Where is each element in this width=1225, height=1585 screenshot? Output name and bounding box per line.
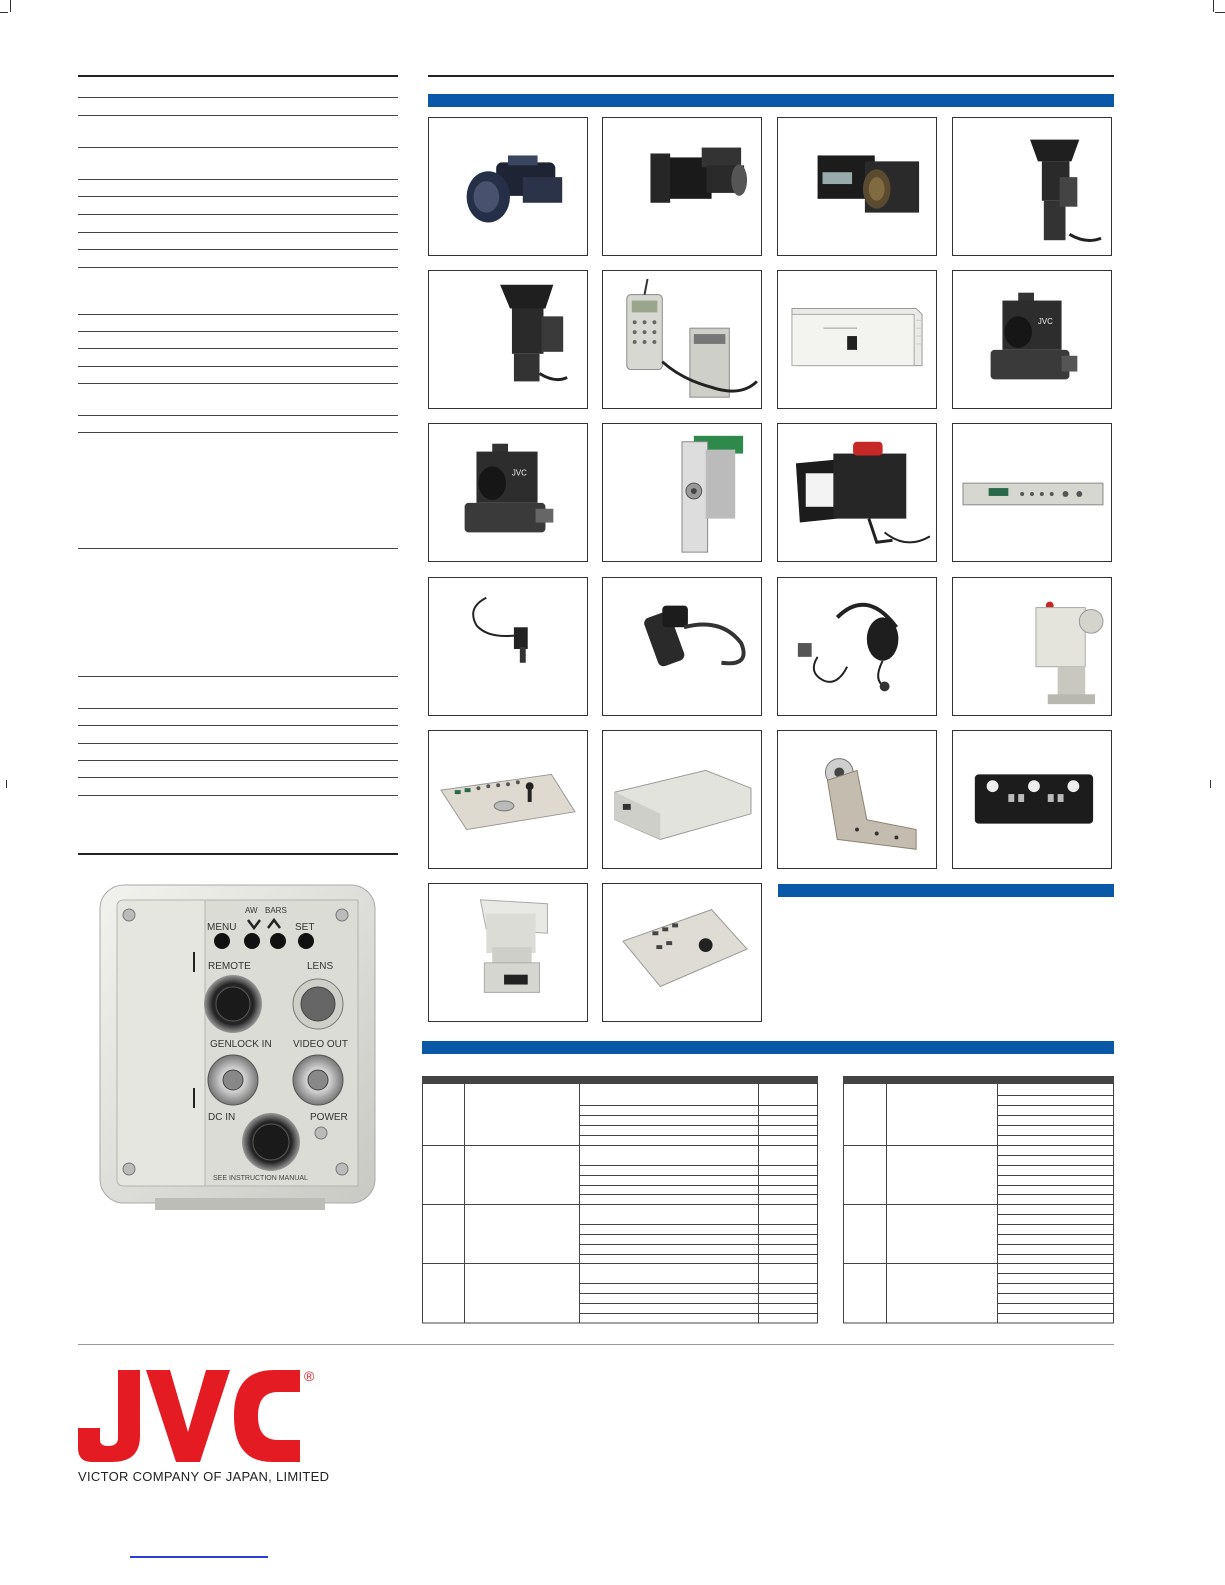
crop-mark — [10, 0, 11, 12]
remote-pan-tilt-icon — [429, 884, 587, 1021]
product-tile[interactable] — [428, 117, 588, 256]
power-label: POWER — [310, 1112, 348, 1123]
registered-mark: ® — [304, 1368, 315, 1384]
product-tile[interactable] — [428, 270, 588, 409]
crop-mark — [1213, 0, 1214, 12]
camera-pan-tilt-2-icon — [429, 424, 587, 561]
product-tile[interactable] — [602, 423, 762, 562]
joystick-controller-icon — [603, 884, 761, 1021]
bars-label: BARS — [265, 906, 287, 915]
wide-zoom-lens-icon — [603, 118, 761, 255]
product-tile[interactable] — [777, 117, 937, 256]
pan-tilt-head-icon — [953, 578, 1111, 715]
aw-label: AW — [245, 906, 258, 915]
video-out-label: VIDEO OUT — [293, 1039, 349, 1050]
product-tile[interactable] — [777, 423, 937, 562]
product-tile[interactable] — [602, 577, 762, 716]
section-header-bar — [778, 884, 1114, 897]
camera-pan-tilt-icon — [953, 271, 1111, 408]
dc-in-label: DC IN — [208, 1112, 236, 1123]
footer-rule — [78, 1344, 1114, 1345]
interface-card-icon — [603, 424, 761, 561]
product-tile[interactable] — [602, 270, 762, 409]
product-tile[interactable] — [428, 423, 588, 562]
accessories-header-bar — [428, 94, 1114, 107]
product-tile[interactable] — [777, 577, 937, 716]
spec-table-left — [422, 1076, 818, 1324]
product-tile[interactable] — [952, 423, 1112, 562]
genlock-label: GENLOCK IN — [210, 1039, 272, 1050]
table-header-bar — [422, 1041, 1114, 1054]
jvc-logo — [78, 1370, 338, 1470]
operation-panel-icon — [953, 731, 1111, 868]
product-tile[interactable] — [602, 117, 762, 256]
rear-panel-photo — [95, 880, 380, 1210]
svg-text:JVC: JVC — [511, 468, 527, 478]
crop-mark — [1210, 780, 1211, 788]
servo-lens-2-icon — [429, 271, 587, 408]
product-tile[interactable] — [602, 730, 762, 869]
zoom-demand-icon — [603, 578, 761, 715]
lens-label: LENS — [307, 961, 334, 972]
bottom-link[interactable] — [130, 1556, 268, 1558]
box-lens-icon — [778, 118, 936, 255]
remote-label: REMOTE — [208, 961, 251, 972]
headset-icon — [778, 578, 936, 715]
product-tile[interactable] — [428, 730, 588, 869]
crop-mark — [0, 12, 8, 13]
zoom-lens-icon — [429, 118, 587, 255]
viewfinder-icon — [778, 424, 936, 561]
product-tile[interactable] — [952, 270, 1112, 409]
cable-icon — [429, 578, 587, 715]
power-supply-unit-icon — [778, 271, 936, 408]
servo-lens-icon — [953, 118, 1111, 255]
product-tile[interactable] — [952, 730, 1112, 869]
set-label: SET — [295, 922, 315, 933]
product-tile[interactable] — [777, 270, 937, 409]
remote-control-unit-icon — [603, 271, 761, 408]
product-tile[interactable] — [602, 883, 762, 1022]
rack-control-unit-icon — [953, 424, 1111, 561]
product-tile[interactable] — [952, 577, 1112, 716]
product-tile[interactable] — [777, 730, 937, 869]
product-tile[interactable] — [428, 577, 588, 716]
product-tile[interactable] — [428, 883, 588, 1022]
control-panel-icon — [429, 731, 587, 868]
company-name: VICTOR COMPANY OF JAPAN, LIMITED — [78, 1469, 330, 1484]
base-station-icon — [603, 731, 761, 868]
mounting-bracket-icon — [778, 731, 936, 868]
crop-mark — [1215, 12, 1225, 13]
spec-table-right — [843, 1076, 1114, 1324]
product-tile[interactable] — [952, 117, 1112, 256]
menu-label: MENU — [207, 922, 237, 933]
manual-note: SEE INSTRUCTION MANUAL — [213, 1175, 308, 1182]
svg-text:JVC: JVC — [1037, 317, 1053, 327]
top-rule — [428, 75, 1114, 77]
crop-mark — [6, 780, 7, 788]
